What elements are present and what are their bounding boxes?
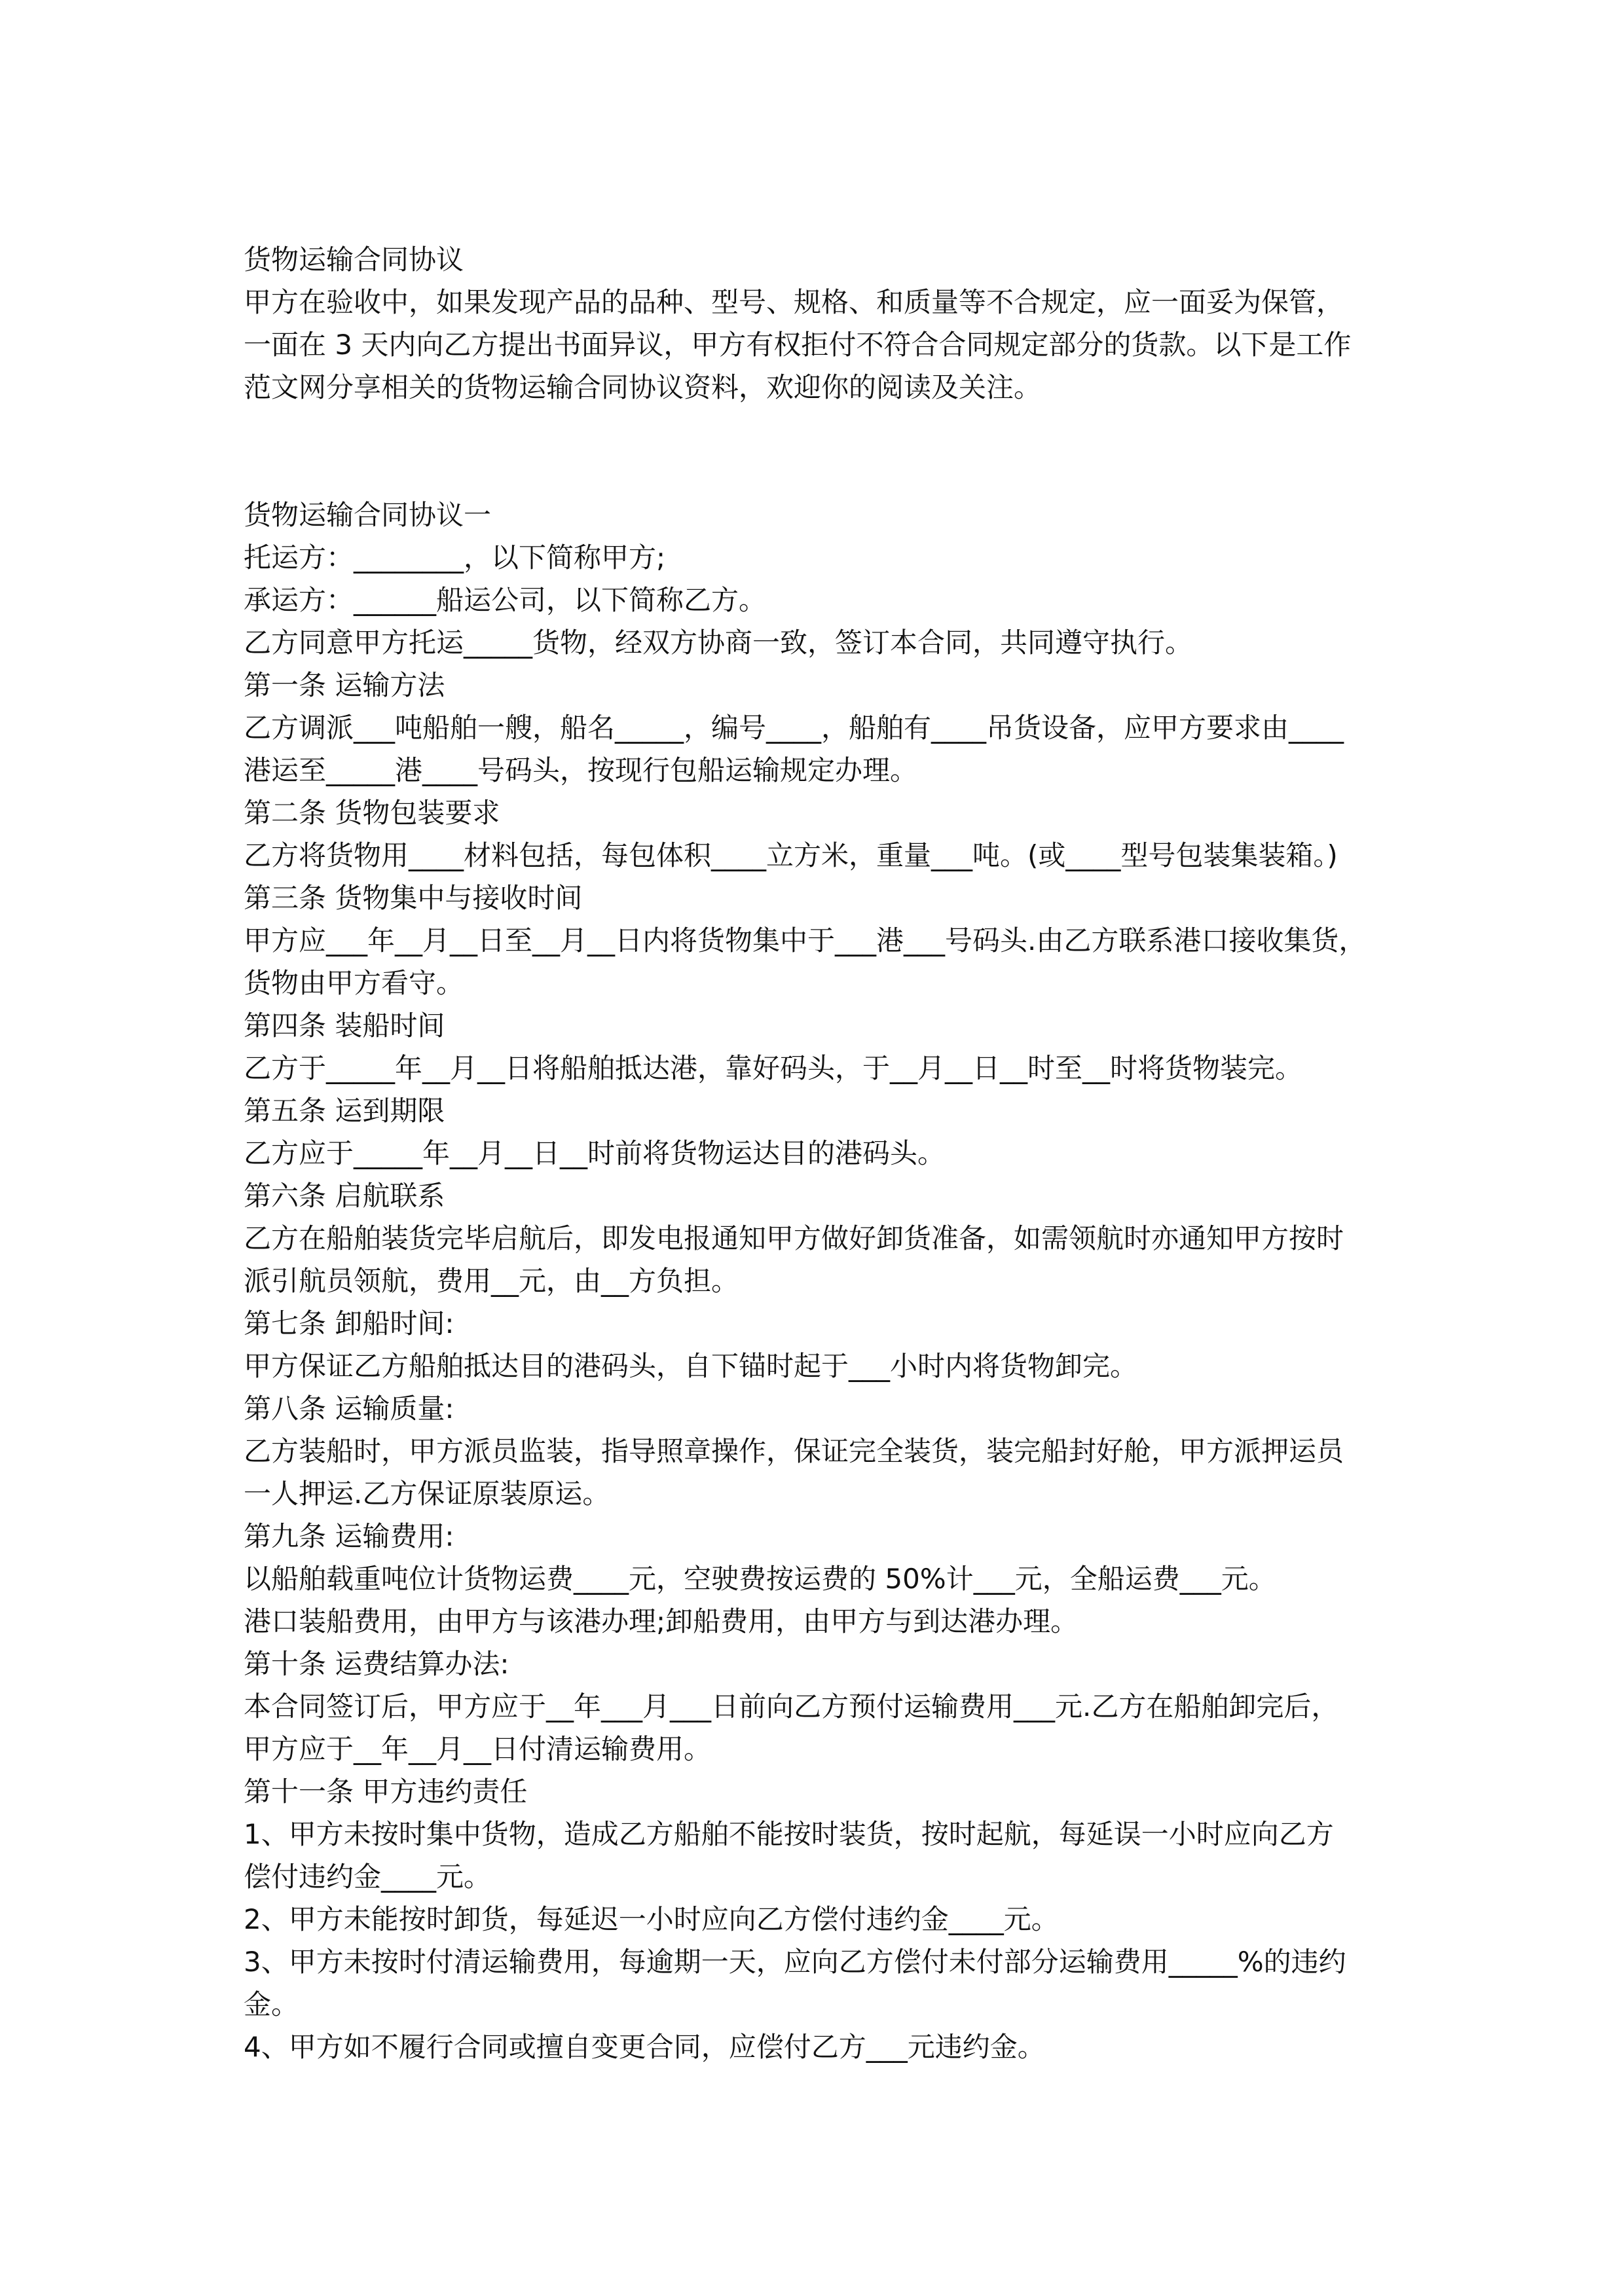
contract-line: 1、甲方未按时集中货物，造成乙方船舶不能按时装货，按时起航，每延误一小时应向乙方 <box>244 1818 1334 1850</box>
clause-heading: 第十条 运费结算办法: <box>244 1648 509 1680</box>
contract-line: 乙方应于_____年__月__日__时前将货物运达目的港码头。 <box>244 1137 946 1169</box>
clause-heading: 第三条 货物集中与接收时间 <box>244 882 583 914</box>
intro-title: 货物运输合同协议 <box>244 244 464 276</box>
clause-heading: 第八条 运输质量: <box>244 1393 454 1425</box>
contract-line: 3、甲方未按时付清运输费用，每逾期一天，应向乙方偿付未付部分运输费用_____%的违约 <box>244 1946 1346 1978</box>
clause-heading: 第九条 运输费用: <box>244 1520 454 1552</box>
clause-heading: 第七条 卸船时间: <box>244 1307 454 1339</box>
document-page <box>244 238 1396 2068</box>
clause-heading: 第六条 启航联系 <box>244 1180 445 1212</box>
clause-heading: 第十一条 甲方违约责任 <box>244 1776 528 1808</box>
contract-line: 甲方应于__年__月__日付清运输费用。 <box>244 1733 712 1765</box>
contract-line: 偿付违约金____元。 <box>244 1861 492 1893</box>
contract-title: 货物运输合同协议一 <box>244 499 492 531</box>
clause-heading: 第四条 装船时间 <box>244 1010 445 1042</box>
contract-line: 托运方：________，以下简称甲方; <box>244 541 666 574</box>
contract-line: 金。 <box>244 1988 299 2020</box>
contract-line: 乙方装船时，甲方派员监装，指导照章操作，保证完全装货，装完船封好舱，甲方派押运员 <box>244 1435 1344 1467</box>
contract-line: 港口装船费用，由甲方与该港办理;卸船费用，由甲方与到达港办理。 <box>244 1605 1079 1637</box>
contract-line: 乙方将货物用____材料包括，每包体积____立方米，重量___吨。(或____型号包装集装箱。) <box>244 839 1338 871</box>
clause-heading: 第五条 运到期限 <box>244 1095 445 1127</box>
contract-line: 乙方于_____年__月__日将船舶抵达港，靠好码头，于__月__日__时至__时将货物装完。 <box>244 1052 1303 1084</box>
contract-line: 派引航员领航，费用__元，由__方负担。 <box>244 1265 739 1297</box>
section-spacer <box>244 409 1396 494</box>
contract-line: 港运至_____港____号码头，按现行包船运输规定办理。 <box>244 754 918 786</box>
contract-line: 4、甲方如不履行合同或擅自变更合同，应偿付乙方___元违约金。 <box>244 2031 1045 2063</box>
contract-line: 乙方同意甲方托运_____货物，经双方协商一致，签订本合同，共同遵守执行。 <box>244 627 1193 659</box>
contract-line: 承运方：______船运公司，以下简称乙方。 <box>244 584 767 616</box>
intro-line-3: 范文网分享相关的货物运输合同协议资料，欢迎你的阅读及关注。 <box>244 371 1042 403</box>
clause-heading: 第二条 货物包装要求 <box>244 797 500 829</box>
contract-line: 乙方调派___吨船舶一艘，船名_____，编号____，船舶有____吊货设备，应甲方要求由____ <box>244 712 1344 744</box>
contract-line: 甲方保证乙方船舶抵达目的港码头，自下锚时起于___小时内将货物卸完。 <box>244 1350 1138 1382</box>
contract-line: 甲方应___年__月__日至__月__日内将货物集中于___港___号码头.由乙方联系港口接收集货， <box>244 924 1367 957</box>
contract-line: 2、甲方未能按时卸货，每延迟一小时应向乙方偿付违约金____元。 <box>244 1903 1059 1935</box>
intro-line-1: 甲方在验收中，如果发现产品的品种、型号、规格、和质量等不合规定，应一面妥为保管， <box>244 286 1344 318</box>
clause-heading: 第一条 运输方法 <box>244 669 445 701</box>
contract-line: 一人押运.乙方保证原装原运。 <box>244 1478 610 1510</box>
contract-line: 乙方在船舶装货完毕启航后，即发电报通知甲方做好卸货准备，如需领航时亦通知甲方按时 <box>244 1222 1344 1254</box>
contract-line: 货物由甲方看守。 <box>244 967 464 999</box>
contract-line: 以船舶载重吨位计货物运费____元，空驶费按运费的 50%计___元，全船运费___元。 <box>244 1563 1276 1595</box>
contract-line: 本合同签订后，甲方应于__年___月___日前向乙方预付运输费用___元.乙方在船舶卸完后， <box>244 1690 1339 1722</box>
intro-line-2: 一面在 3 天内向乙方提出书面异议，甲方有权拒付不符合合同规定部分的货款。以下是工作 <box>244 329 1352 361</box>
